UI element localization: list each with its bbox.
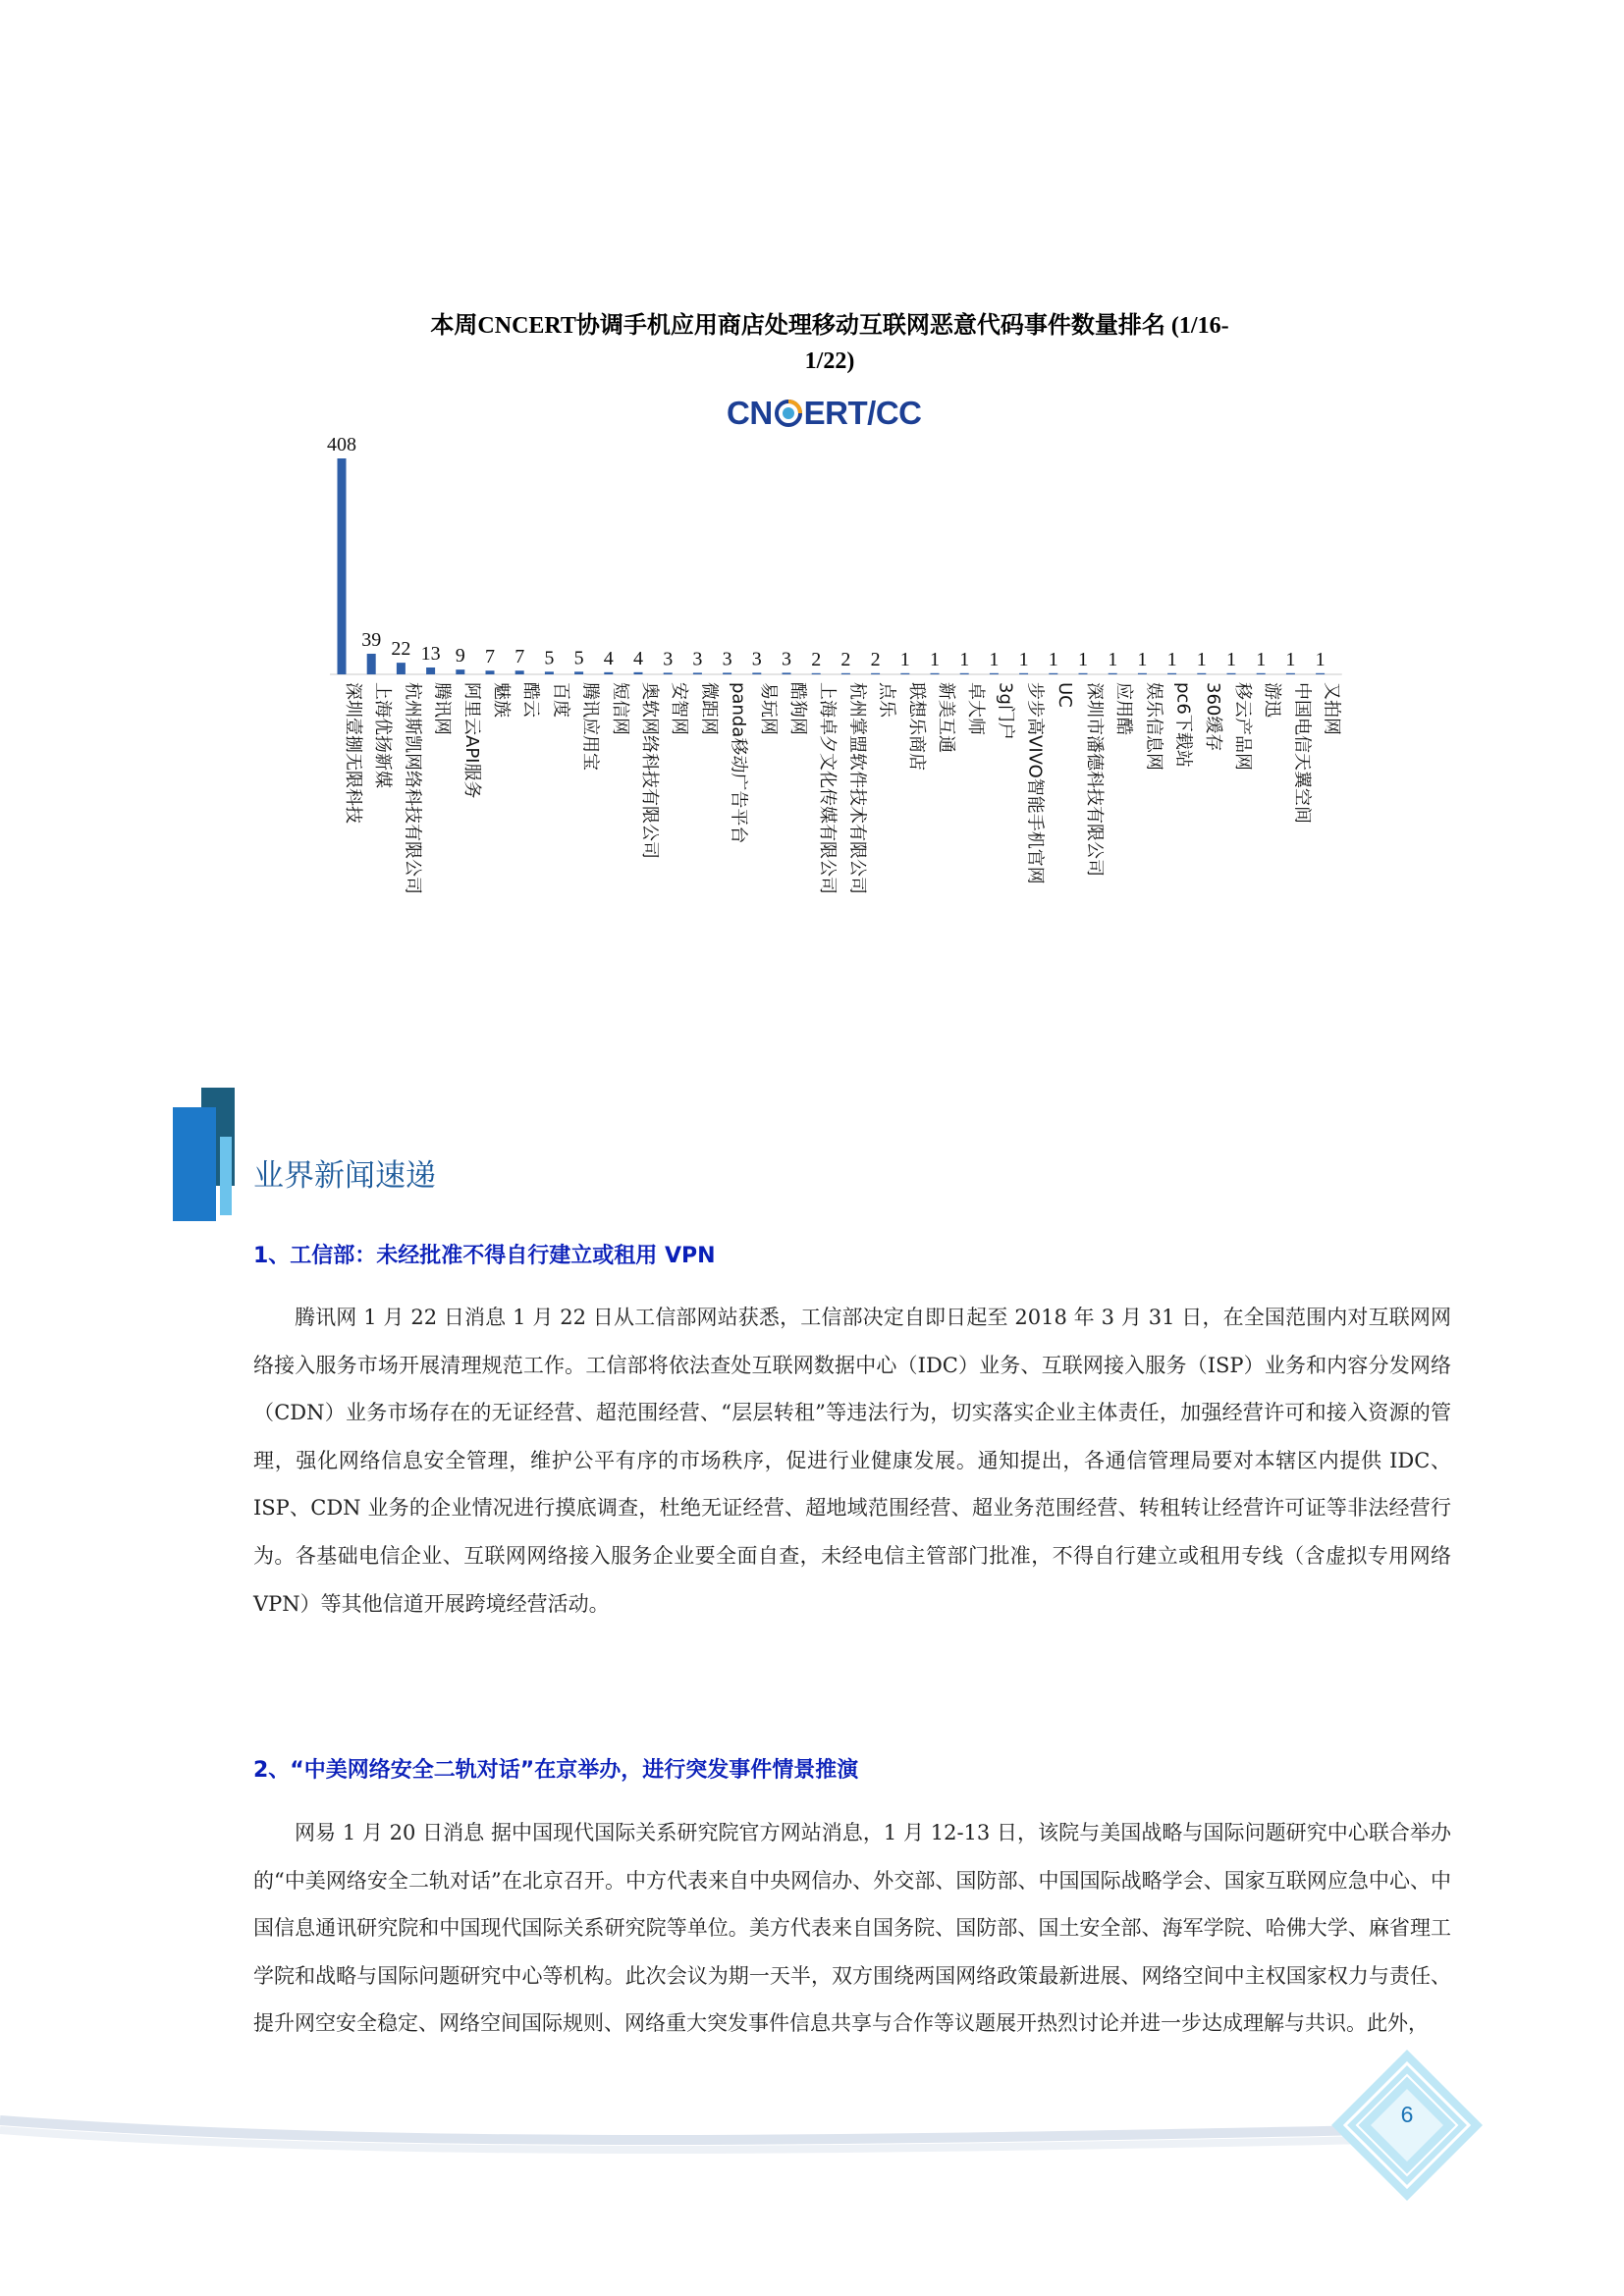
chart-bar (604, 672, 613, 674)
chart-data-label: 1 (1048, 648, 1058, 670)
chart-category-label: 易玩网 (757, 682, 779, 735)
section-title: 业界新闻速递 (253, 1158, 436, 1194)
chart-data-label: 1 (959, 648, 970, 670)
chart-category-label: 中国电信天翼空间 (1291, 682, 1313, 824)
chart-category-label: 深圳市潘德科技有限公司 (1084, 682, 1105, 877)
chart-category-label: 安智网 (669, 682, 690, 735)
chart-data-label: 3 (782, 648, 791, 670)
chart-category-label: 点乐 (876, 682, 897, 718)
chart-data-label: 1 (1196, 648, 1207, 670)
chart-data-label: 1 (899, 648, 910, 670)
chart-title (373, 308, 1286, 379)
chart-category-label: 阿里云API服务 (460, 682, 482, 799)
bar-chart (0, 434, 1624, 952)
chart-category-label: pc6下载站 (1172, 682, 1194, 768)
chart-data-label: 9 (455, 645, 465, 667)
chart-data-label: 5 (573, 647, 584, 669)
chart-bar (871, 673, 880, 674)
logo-text-left: CN (727, 395, 773, 431)
chart-data-label: 4 (603, 647, 614, 669)
chart-data-label: 13 (420, 642, 441, 665)
chart-bar (812, 673, 821, 674)
chart-data-label: 3 (722, 648, 732, 670)
chart-data-label: 3 (751, 648, 762, 670)
chart-bar (723, 672, 731, 674)
chart-category-label: panda移动广告平台 (728, 682, 749, 844)
chart-bar (515, 670, 524, 674)
chart-data-label: 7 (514, 646, 525, 668)
chart-bar (634, 672, 643, 674)
chart-category-label: 游迅 (1262, 682, 1283, 718)
chart-category-label: 卓大师 (965, 682, 987, 735)
chart-bar (1286, 673, 1295, 674)
chart-bar (1138, 673, 1147, 674)
chart-bar (456, 669, 464, 674)
chart-data-label: 1 (1166, 648, 1177, 670)
chart-data-label: 22 (391, 638, 411, 661)
chart-bar (1109, 673, 1117, 674)
chart-category-label: 微距网 (698, 682, 720, 735)
chart-bar (426, 667, 435, 674)
chart-category-label: 应用酷 (1113, 682, 1135, 735)
chart-bar (338, 458, 347, 674)
chart-category-label: 杭州斯凯网络科技有限公司 (402, 682, 423, 894)
chart-category-label: 酷狗网 (787, 682, 808, 735)
chart-category-label: UC (1054, 682, 1075, 708)
chart-category-label: 腾讯应用宝 (579, 682, 601, 771)
chart-data-label: 1 (930, 648, 940, 670)
news-heading-1: 1、工信部：未经批准不得自行建立或租用 VPN (253, 1244, 716, 1268)
chart-bar (1167, 673, 1176, 674)
chart-bar (990, 673, 999, 674)
cncert-logo (727, 391, 922, 436)
news-body-2: 网易 1 月 20 日消息 据中国现代国际关系研究院官方网站消息，1 月 12-13 日，该院与美国战略与国际问题研究中心联合举办的“中美网络安全二轨对话”在北京召开。中方代表来自中央网信办、外交部、国防部、中国国际战略学会、国家互联网应急中心、中国信息通讯研究院和中国现代国际关系研究院等单位。美方代表来自国务院、国防部、国土安全部、海军学院、哈佛大学、麻省理工学院和战略与国际问题研究中心等机构。此次会议为期一天半，双方围绕两国网络政策最新进展、网络空间中主权国家权力与责任、提升网空安全稳定、网络空间国际规则、网络重大突发事件信息共享与合作等议题展开热烈讨论并进一步达成理解与共识。此外， (253, 1821, 1451, 2036)
chart-data-label: 1 (1078, 648, 1088, 670)
chart-bar (1079, 673, 1088, 674)
chart-bar (1257, 673, 1266, 674)
chart-data-label: 1 (1108, 648, 1118, 670)
chart-category-label: 杭州掌盟软件技术有限公司 (846, 682, 868, 894)
chart-title-line-1: 本周CNCERT协调手机应用商店处理移动互联网恶意代码事件数量排名 (1/16- (430, 313, 1229, 339)
chart-category-label: 深圳壹捌无限科技 (343, 682, 363, 824)
chart-bar (841, 673, 850, 674)
chart-category-label: 上海优扬新媒 (372, 682, 394, 788)
chart-data-label: 2 (840, 648, 851, 670)
chart-category-label: 3g门户 (995, 682, 1016, 740)
news-body-1: 腾讯网 1 月 22 日消息 1 月 22 日从工信部网站获悉，工信部决定自即日起至 2018 年 3 月 31 日，在全国范围内对互联网网络接入服务市场开展清理规范工作。工信部将依法查处互联网数据中心（IDC）业务、互联网接入服务（ISP）业务和内容分发网络（CDN）业务市场存在的无证经营、超范围经营、“层层转租”等违法行为，切实落实企业主体责任，加强经营许可和接入资源的管理，强化网络信息安全管理，维护公平有序的市场秩序，促进行业健康发展。通知提出，各通信管理局要对本辖区内提供 IDC、ISP、CDN 业务的企业情况进行摸底调查，杜绝无证经营、超地域范围经营、超业务范围经营、转租转让经营许可证等非法经营行为。各基础电信企业、互联网网络接入服务企业要全面自查，未经电信主管部门批准，不得自行建立或租用专线（含虚拟专用网络 VPN）等其他信道开展跨境经营活动。 (253, 1306, 1451, 1616)
news-heading-2: 2、“中美网络安全二轨对话”在京举办，进行突发事件情景推演 (253, 1758, 859, 1783)
chart-bar (960, 673, 969, 674)
chart-category-label: 新美互通 (936, 682, 956, 753)
chart-data-label: 1 (1256, 648, 1267, 670)
chart-data-label: 1 (1315, 648, 1326, 670)
chart-bar (545, 671, 554, 674)
chart-bar (1019, 673, 1028, 674)
chart-category-label: 移云产品网 (1232, 682, 1253, 771)
chart-category-label: 百度 (550, 682, 571, 718)
chart-data-label: 1 (989, 648, 1000, 670)
chart-data-label: 7 (485, 646, 495, 668)
chart-category-label: 步步高VIVO智能手机官网 (1024, 682, 1046, 884)
chart-data-label: 1 (1137, 648, 1148, 670)
chart-category-label: 魅族 (491, 682, 512, 718)
page-number: 6 (1400, 2102, 1414, 2127)
chart-category-label: 上海卓夕文化传媒有限公司 (817, 682, 839, 894)
chart-data-label: 2 (811, 648, 822, 670)
chart-bar (664, 672, 673, 674)
chart-data-label: 3 (663, 648, 674, 670)
chart-category-label: 短信网 (609, 682, 630, 735)
chart-data-label: 1 (1226, 648, 1236, 670)
globe-icon (774, 399, 803, 428)
chart-bar (900, 673, 909, 674)
chart-title-line-2: 1/22) (804, 348, 855, 374)
chart-data-label: 4 (633, 647, 643, 669)
chart-bar (486, 670, 495, 674)
chart-bar (1316, 673, 1325, 674)
chart-category-label: 360缓存 (1202, 682, 1223, 752)
chart-data-label: 3 (692, 648, 703, 670)
chart-category-label: 酷云 (520, 682, 542, 718)
chart-data-label: 1 (1285, 648, 1296, 670)
chart-bar (693, 672, 702, 674)
chart-data-label: 39 (361, 628, 382, 651)
chart-bar (1197, 673, 1206, 674)
chart-data-label: 2 (870, 648, 881, 670)
chart-bar (367, 654, 376, 674)
chart-bar (931, 673, 940, 674)
chart-category-label: 奥软网络科技有限公司 (639, 682, 660, 859)
chart-bar (397, 663, 406, 674)
chart-category-label: 又拍网 (1321, 682, 1342, 735)
chart-category-label: 腾讯网 (431, 682, 453, 735)
chart-bar (1049, 673, 1057, 674)
chart-data-label: 1 (1018, 648, 1029, 670)
section-decor-block-light (220, 1137, 232, 1215)
section-decor-block-blue (173, 1107, 216, 1221)
chart-data-label: 5 (544, 647, 555, 669)
chart-bar (574, 671, 583, 674)
chart-bar (752, 672, 761, 674)
chart-category-label: 娱乐信息网 (1143, 682, 1164, 771)
chart-bar (783, 672, 791, 674)
chart-bar (1227, 673, 1236, 674)
logo-text-right: ERT/CC (803, 395, 922, 431)
chart-data-label: 408 (327, 434, 356, 455)
chart-category-label: 联想乐商店 (905, 682, 927, 771)
